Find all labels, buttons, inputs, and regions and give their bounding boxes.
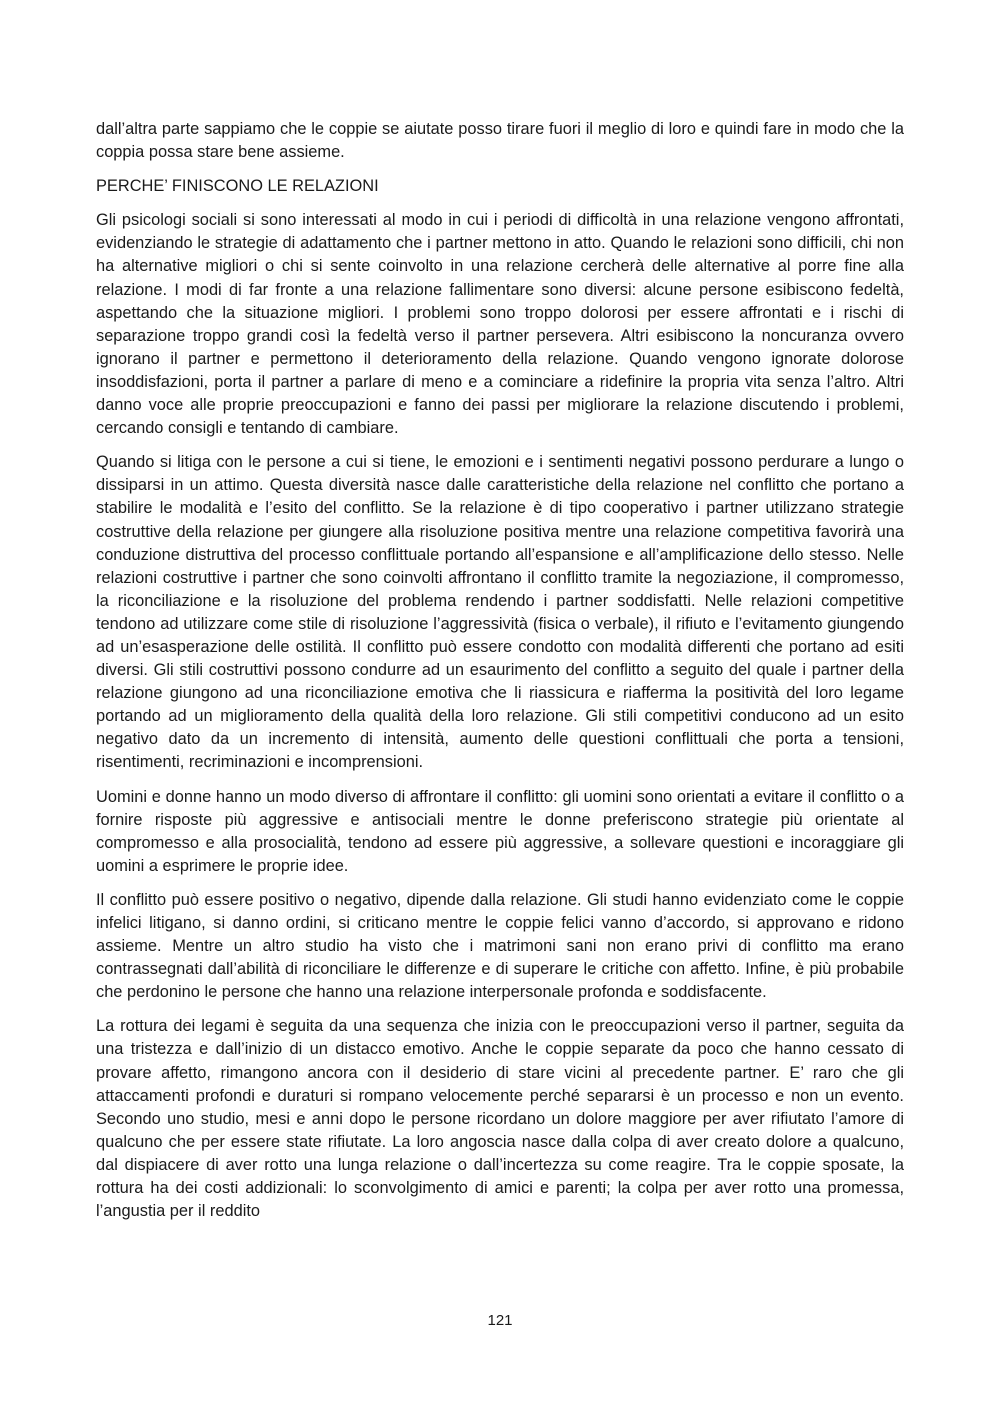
paragraph-intro: dall’altra parte sappiamo che le coppie se aiutate posso tirare fuori il meglio di loro e quindi fare in modo che la coppia possa stare bene assieme. bbox=[96, 120, 904, 162]
paragraph-positive-negative-conflict: Il conflitto può essere positivo o negativo, dipende dalla relazione. Gli studi hanno evidenziato come le coppie infelici litigano, si danno ordini, si criticano mentre le coppie felici vanno d’accordo, si approvano e ridono assieme. Mentre un altro studio ha visto che i matrimoni sani non erano privi di conflitto ma erano contrassegnati dall’abilità di riconciliare le differenze e di superare le critiche con affetto. Infine, è più probabile che perdonino le persone che hanno una relazione interpersonale profonda e soddisfacente. bbox=[96, 890, 904, 1002]
paragraph-adaptation-strategies: Gli psicologi sociali si sono interessati al modo in cui i periodi di difficoltà in una relazione vengono affrontati, evidenziando le strategie di adattamento che i partner mettono in atto. Quando le relazioni sono difficili, chi non ha alternative migliori o chi si sente coinvolto in una relazione cercherà delle alternative al porre fine alla relazione. I modi di far fronte a una relazione fallimentare sono diversi: alcune persone esibiscono fedeltà, aspettando che la situazione migliori. I problemi sono troppo dolorosi per essere affrontati e i rischi di separazione troppo grandi così la fedeltà verso il partner persevera. Altri esibiscono la noncuranza ovvero ignorano il partner e permettono il deterioramento della relazione. Quando vengono ignorate dolorose insoddisfazioni, porta il partner a parlare di meno e a cominciare a ridefinire la propria vita senza l’altro. Altri danno voce alle proprie preoccupazioni e fanno dei passi per migliorare la relazione discutendo i problemi, cercando consigli e tentando di cambiare. bbox=[96, 211, 904, 438]
section-heading: PERCHE’ FINISCONO LE RELAZIONI bbox=[96, 177, 379, 196]
page-number: 121 bbox=[487, 1312, 513, 1329]
paragraph-gender-differences: Uomini e donne hanno un modo diverso di affrontare il conflitto: gli uomini sono orientati a evitare il conflitto o a fornire risposte più aggressive e antisociali mentre le donne preferiscono strategie più orientate al compromesso e alla prosocialità, tendono ad essere più aggressive, a sollevare questioni e incoraggiare gli uomini a esprimere le proprie idee. bbox=[96, 787, 904, 875]
paragraph-breakup: La rottura dei legami è seguita da una sequenza che inizia con le preoccupazioni verso il partner, seguita da una tristezza e dall’inizio di un distacco emotivo. Anche le coppie separate da poco che hanno cessato di provare affetto, rimangono ancora con il desiderio di stare vicini al precedente partner. E’ raro che gli attaccamenti profondi e duraturi si rompano velocemente perché separarsi è un processo e non un evento. Secondo uno studio, mesi e anni dopo le persone ricordano un dolore maggiore per aver rifiutato l’amore di qualcuno che per essere state rifiutate. La loro angoscia nasce dalla colpa di aver creato dolore a qualcuno, dal dispiacere di aver rotto una lunga relazione o dall’incertezza su come reagire. Tra le coppie sposate, la rottura ha dei costi addizionali: lo sconvolgimento di amici e parenti; la colpa per aver rotto una promessa, l’angustia per il reddito bbox=[96, 1017, 904, 1221]
paragraph-conflict-styles: Quando si litiga con le persone a cui si tiene, le emozioni e i sentimenti negativi possono perdurare a lungo o dissiparsi in un attimo. Questa diversità nasce dalle caratteristiche della relazione nel conflitto che portano a stabilire le modalità e l’esito del conflitto. Se la relazione è di tipo cooperativo i partner utilizzano strategie costruttive della relazione per giungere alla risoluzione positiva mentre una relazione competitiva favorirà una conduzione distruttiva del processo conflittuale portando all’espansione e all’amplificazione dello stesso. Nelle relazioni costruttive i partner che sono coinvolti affrontano il conflitto tramite la negoziazione, il compromesso, la riconciliazione e la risoluzione del problema rendendo i partner soddisfatti. Nelle relazioni competitive tendono ad utilizzare come stile di risoluzione l’aggressività (fisica o verbale), il rifiuto e l’evitamento giungendo ad un’esasperazione delle ostilità. Il conflitto può essere condotto con modalità differenti che portano ad esiti diversi. Gli stili costruttivi possono condurre ad un esaurimento del conflitto a seguito del quale i partner della relazione giungono ad una riconciliazione emotiva che li riassicura e riafferma la positività del loro legame portando ad un miglioramento della qualità della loro relazione. Gli stili competitivi conducono ad un esito negativo dato da un incremento di intensità, aumento delle questioni conflittuali che porta a tensioni, risentimenti, recriminazioni e incomprensioni. bbox=[96, 453, 904, 772]
document-page bbox=[96, 118, 904, 1234]
